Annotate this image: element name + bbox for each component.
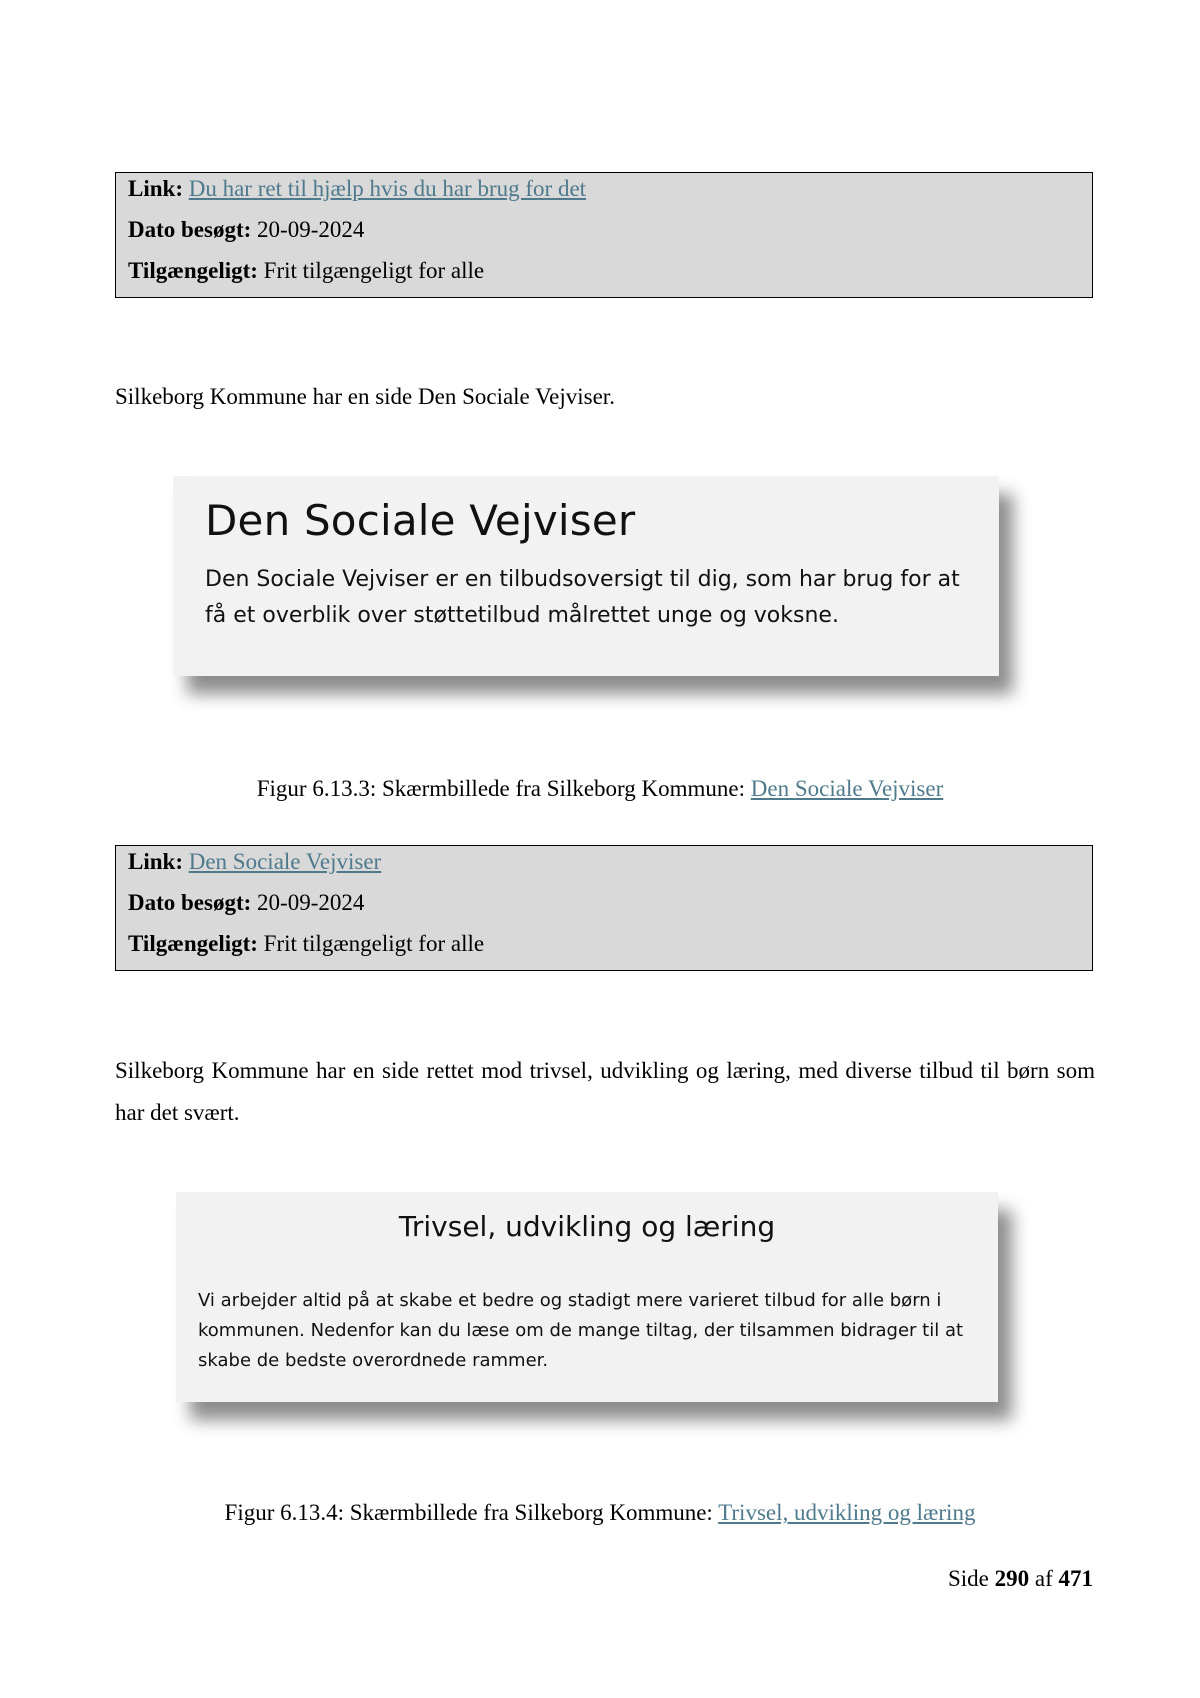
source-link[interactable]: Du har ret til hjælp hvis du har brug for det [188, 176, 587, 201]
screenshot-text-line: kommunen. Nedenfor kan du læse om de mange tiltag, der tilsammen bidrager til at [198, 1320, 964, 1341]
date-value: 20-09-2024 [257, 890, 365, 915]
screenshot-text [205, 562, 975, 634]
screenshot-text-line: Vi arbejder altid på at skabe et bedre og stadigt mere varieret tilbud for alle børn i [198, 1290, 942, 1311]
date-value: 20-09-2024 [257, 217, 365, 242]
caption-link[interactable]: Trivsel, udvikling og læring [718, 1500, 976, 1525]
figure-caption-1 [0, 774, 1200, 804]
caption-text: Figur 6.13.3: Skærmbillede fra Silkeborg Kommune: [256, 776, 751, 801]
screenshot-text-line: skabe de bedste overordnede rammer. [198, 1350, 549, 1371]
page-total: 471 [1058, 1566, 1093, 1591]
body-paragraph-1: Silkeborg Kommune har en side Den Sociale Vejviser. [115, 384, 615, 409]
link-row [128, 848, 381, 876]
screenshot-text-line: få et overblik over støttetilbud målrettet unge og voksne. [205, 603, 839, 628]
page-prefix: Side [947, 1566, 995, 1591]
date-row [128, 216, 364, 244]
access-row [128, 930, 484, 958]
link-label: Link: [128, 176, 189, 201]
figure-caption-2 [0, 1498, 1200, 1528]
access-label: Tilgængeligt: [128, 258, 264, 283]
caption-text: Figur 6.13.4: Skærmbillede fra Silkeborg Kommune: [224, 1500, 719, 1525]
page-number [948, 1564, 1093, 1594]
date-label: Dato besøgt: [128, 217, 258, 242]
source-info-box-1 [115, 172, 1093, 298]
access-row [128, 257, 484, 285]
source-info-box-2 [115, 845, 1093, 971]
source-link[interactable]: Den Sociale Vejviser [188, 849, 382, 874]
access-value: Frit tilgængeligt for alle [263, 931, 485, 956]
body-paragraph-2: Silkeborg Kommune har en side rettet mod trivsel, udvikling og læring, med diverse tilbud til børn som har det svært. [115, 1058, 1095, 1125]
screenshot-text [198, 1286, 988, 1376]
screenshot-title: Den Sociale Vejviser [205, 496, 636, 545]
screenshot-title: Trivsel, udvikling og læring [398, 1210, 776, 1243]
page-mid: af [1029, 1566, 1059, 1591]
date-label: Dato besøgt: [128, 890, 258, 915]
caption-link[interactable]: Den Sociale Vejviser [750, 776, 944, 801]
date-row [128, 889, 364, 917]
page-current: 290 [994, 1566, 1030, 1591]
screenshot-trivsel-udvikling-laering [176, 1192, 998, 1402]
link-row [128, 175, 586, 203]
link-label: Link: [128, 849, 189, 874]
screenshot-text-line: Den Sociale Vejviser er en tilbudsoversigt til dig, som har brug for at [205, 567, 960, 592]
access-label: Tilgængeligt: [128, 931, 264, 956]
access-value: Frit tilgængeligt for alle [263, 258, 485, 283]
screenshot-den-sociale-vejviser [173, 476, 999, 676]
